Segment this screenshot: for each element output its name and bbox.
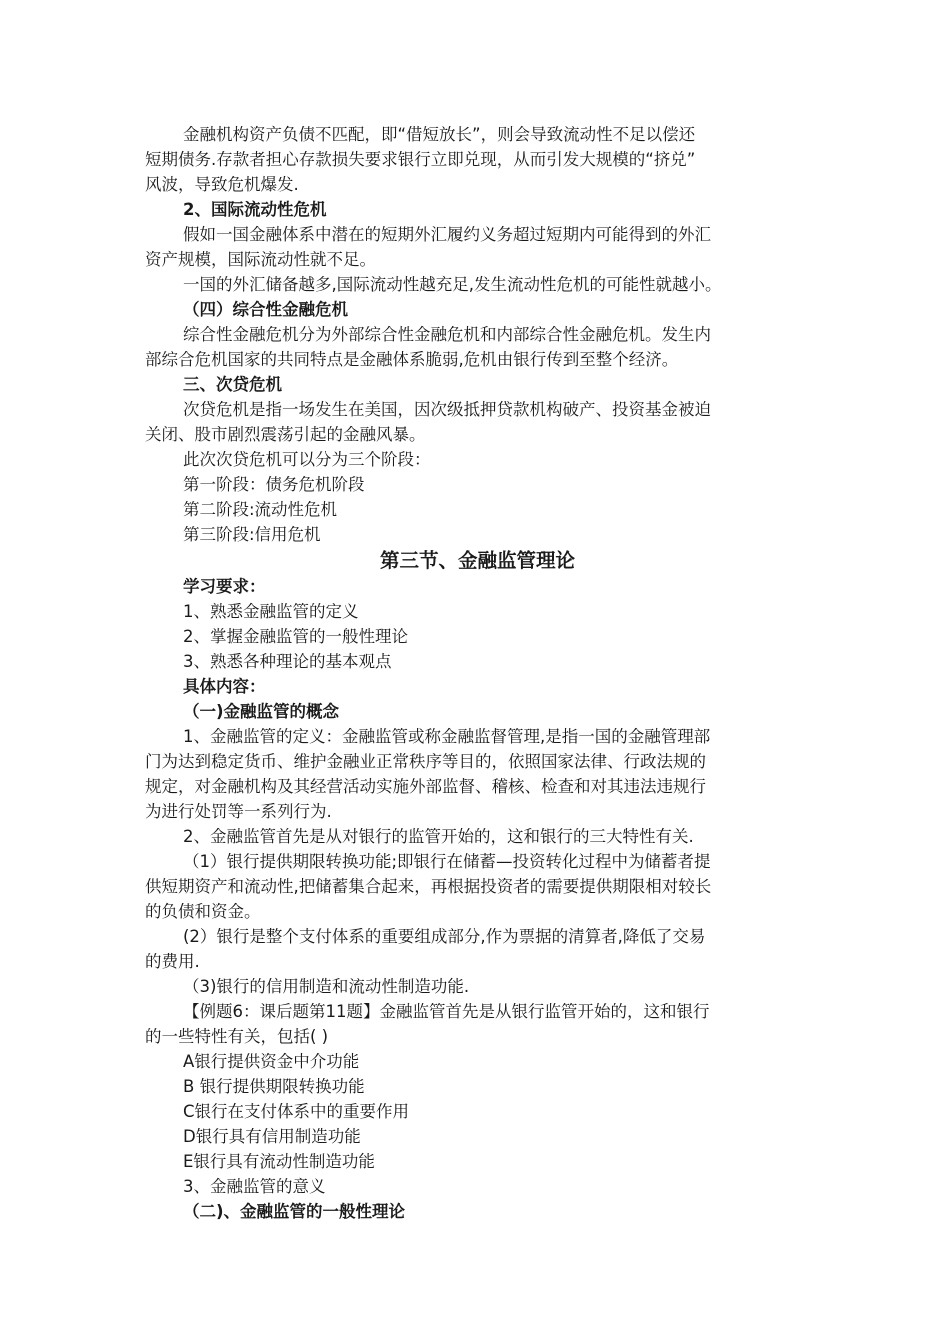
text-line: 资产规模，国际流动性就不足。 bbox=[145, 250, 376, 269]
text-line: （1）银行提供期限转换功能;即银行在储蓄—投资转化过程中为储蓄者提 bbox=[183, 852, 711, 871]
text-line: B 银行提供期限转换功能 bbox=[183, 1077, 365, 1096]
text-line: 规定，对金融机构及其经营活动实施外部监督、稽核、检查和对其违法违规行 bbox=[145, 777, 706, 796]
text-line: 假如一国金融体系中潜在的短期外汇履约义务超过短期内可能得到的外汇 bbox=[183, 225, 711, 244]
text-line: A银行提供资金中介功能 bbox=[183, 1052, 360, 1071]
text-line: 关闭、股市剧烈震荡引起的金融风暴。 bbox=[145, 425, 426, 444]
heading-line: 2、国际流动性危机 bbox=[183, 200, 327, 219]
text-line: 风波，导致危机爆发. bbox=[145, 175, 299, 194]
heading-line: （一)金融监管的概念 bbox=[183, 702, 340, 721]
text-line: 第三阶段:信用危机 bbox=[183, 525, 321, 544]
text-line: 金融机构资产负债不匹配，即“借短放长”，则会导致流动性不足以偿还 bbox=[183, 125, 696, 144]
text-line: 综合性金融危机分为外部综合性金融危机和内部综合性金融危机。发生内 bbox=[183, 325, 711, 344]
heading-line: 三、次贷危机 bbox=[183, 375, 282, 394]
text-line: 的负债和资金。 bbox=[145, 902, 261, 921]
text-line: E银行具有流动性制造功能 bbox=[183, 1152, 375, 1171]
heading-line: 具体内容： bbox=[183, 677, 266, 696]
heading-line: （四）综合性金融危机 bbox=[183, 300, 348, 319]
text-line: 为进行处罚等一系列行为. bbox=[145, 802, 332, 821]
text-line: （3)银行的信用制造和流动性制造功能. bbox=[183, 977, 470, 996]
text-line: 供短期资产和流动性,把储蓄集合起来，再根据投资者的需要提供期限相对较长 bbox=[145, 877, 712, 896]
text-line: 短期债务.存款者担心存款损失要求银行立即兑现，从而引发大规模的“挤兑” bbox=[145, 150, 696, 169]
text-line: (2）银行是整个支付体系的重要组成部分,作为票据的清算者,降低了交易 bbox=[183, 927, 706, 946]
text-line: 1、金融监管的定义：金融监管或称金融监督管理,是指一国的金融管理部 bbox=[183, 727, 711, 746]
text-line: 部综合危机国家的共同特点是金融体系脆弱,危机由银行传到至整个经济。 bbox=[145, 350, 679, 369]
text-line: 3、熟悉各种理论的基本观点 bbox=[183, 652, 392, 671]
heading-line: 学习要求： bbox=[183, 577, 266, 596]
text-line: 2、掌握金融监管的一般性理论 bbox=[183, 627, 408, 646]
text-line: 一国的外汇储备越多,国际流动性越充足,发生流动性危机的可能性就越小。 bbox=[183, 275, 722, 294]
section-title: 第三节、金融监管理论 bbox=[379, 549, 575, 572]
text-line: 【例题6：课后题第11题】金融监管首先是从银行监管开始的，这和银行 bbox=[183, 1002, 710, 1021]
text-line: 1、熟悉金融监管的定义 bbox=[183, 602, 359, 621]
text-line: 的费用. bbox=[145, 952, 200, 971]
text-line: 的一些特性有关，包括( ) bbox=[145, 1027, 329, 1046]
text-line: 2、金融监管首先是从对银行的监管开始的，这和银行的三大特性有关. bbox=[183, 827, 694, 846]
document-page bbox=[145, 122, 810, 1224]
heading-line: （二)、金融监管的一般性理论 bbox=[183, 1202, 406, 1221]
text-line: 3、金融监管的意义 bbox=[183, 1177, 326, 1196]
text-line: 此次次贷危机可以分为三个阶段： bbox=[183, 450, 431, 469]
text-line: 第一阶段：债务危机阶段 bbox=[183, 475, 365, 494]
text-line: C银行在支付体系中的重要作用 bbox=[183, 1102, 410, 1121]
text-line: D银行具有信用制造功能 bbox=[183, 1127, 361, 1146]
text-line: 门为达到稳定货币、维护金融业正常秩序等目的，依照国家法律、行政法规的 bbox=[145, 752, 706, 771]
text-line: 次贷危机是指一场发生在美国，因次级抵押贷款机构破产、投资基金被迫 bbox=[183, 400, 711, 419]
text-line: 第二阶段:流动性危机 bbox=[183, 500, 338, 519]
